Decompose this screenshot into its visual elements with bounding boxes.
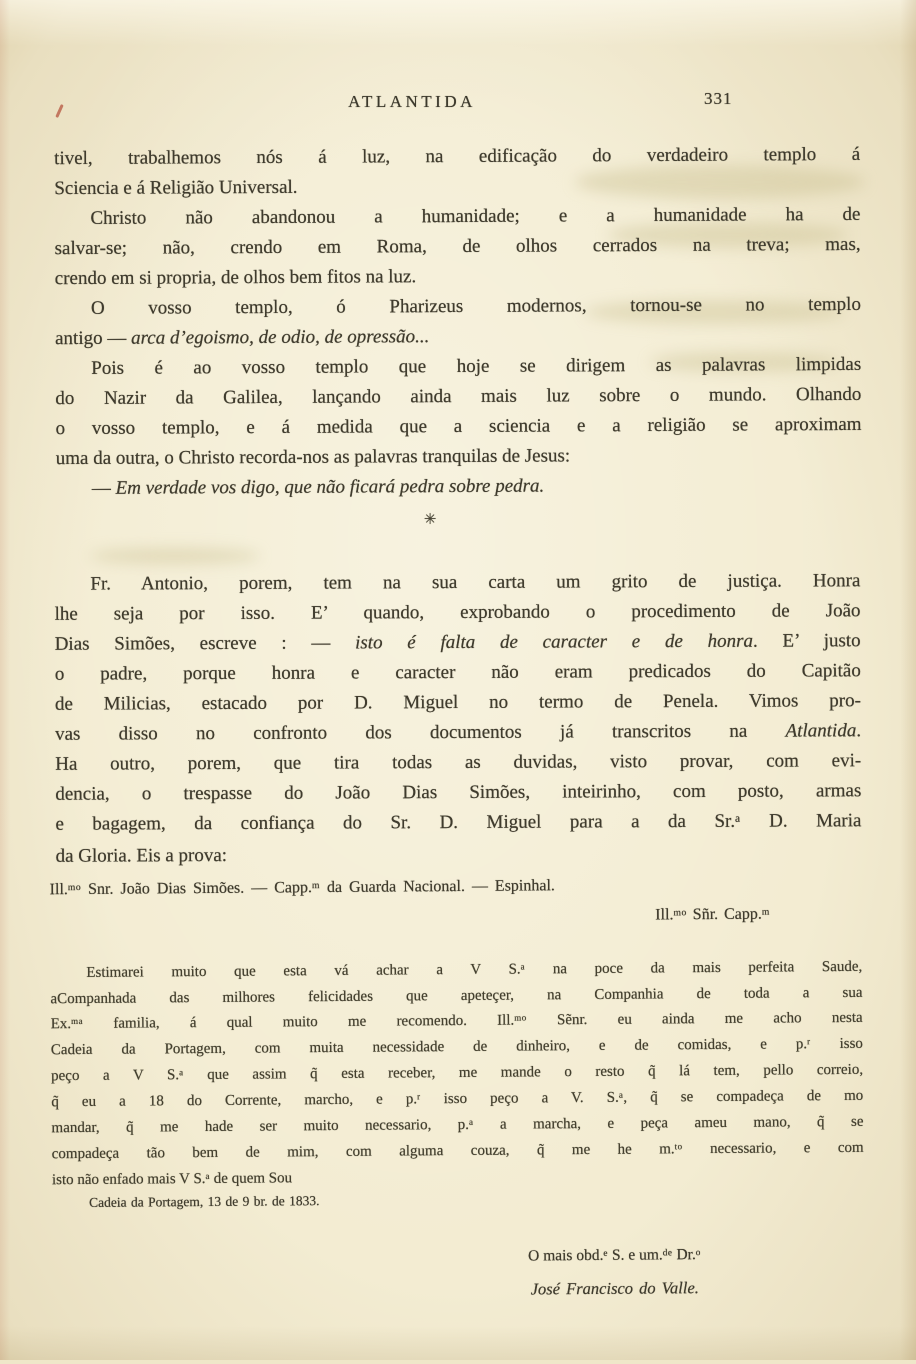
- text-segment: a: [735, 812, 741, 825]
- text-segment: to: [674, 1141, 683, 1152]
- text-segment: o vosso templo, e á medida que a sciencia e a religião se aproximam: [55, 413, 862, 440]
- text-segment: r: [807, 1036, 811, 1047]
- text-segment: a: [468, 1116, 474, 1127]
- text-segment: uma da outra, o Christo recorda-nos as palavras tranquilas de Jesus:: [55, 445, 571, 470]
- text-segment: Sciencia e á Religião Universal.: [54, 176, 298, 200]
- text-segment: que assim q̃ esta receber, me mande o resto q̃ lá tem, pello correio,: [183, 1061, 864, 1084]
- text-segment: da Guarda Nacional. — Espinhal.: [319, 877, 555, 897]
- text-segment: , q̃ se compadeça de mo: [623, 1087, 864, 1106]
- text-segment: m: [761, 906, 770, 918]
- text-segment: mo: [673, 906, 687, 919]
- text-segment: a: [618, 1089, 624, 1100]
- text-segment: Ex.: [50, 1016, 72, 1033]
- text-segment: de: [662, 1248, 673, 1259]
- running-title: ATLANTIDA: [348, 92, 476, 111]
- text-line: [50, 875, 862, 899]
- text-segment: tivel, trabalhemos nós á luz, na edificação do verdadeiro templo á: [54, 143, 861, 170]
- page-number: 331: [704, 89, 733, 108]
- text-line: [434, 1245, 794, 1266]
- text-segment: aCompanhada das milhores felicidades que apeteçer, na Companhia de toda a sua: [50, 984, 863, 1008]
- text-segment: salvar-se; não, crendo em Roma, de olhos cerrados na treva; mas,: [54, 233, 861, 260]
- text-segment: Fr. Antonio, porem, tem na sua carta um grito de justiça. Honra: [90, 570, 861, 595]
- text-segment: ma: [71, 1015, 84, 1027]
- text-segment: S. e um.: [608, 1246, 663, 1264]
- text-segment: isso peço a V. S.: [420, 1089, 619, 1108]
- text-segment: e bagagem, da confiança do Sr. D. Miguel para a da Sr.: [55, 810, 736, 835]
- text-segment: crendo em si propria, de olhos bem fitos na luz.: [54, 266, 417, 290]
- text-segment: na poce da mais perfeita Saude,: [525, 958, 863, 978]
- text-line: [52, 1162, 864, 1194]
- text-segment: dencia, o trespasse do João Dias Simões, inteirinho, com posto, armas: [55, 780, 862, 805]
- text-segment: lhe seja por isso. E’ quando, exprobando o procedimento de João: [54, 600, 861, 625]
- text-segment: Ha outro, porem, que tira todas as duvidas, visto provar, com evi-: [55, 750, 862, 775]
- text-segment: Sẽnr. eu ainda me acho nesta: [526, 1009, 863, 1029]
- text-segment: Estimarei muito que esta vá achar a V S.: [86, 961, 521, 981]
- text-segment: O mais obd.: [528, 1246, 604, 1265]
- text-segment: Dias Simões, escreve : —: [54, 632, 356, 655]
- letter-closing-block: [434, 1245, 794, 1300]
- text-segment: Ill.: [655, 906, 674, 924]
- text-segment: a: [179, 1067, 184, 1078]
- text-segment: antigo —: [55, 327, 132, 350]
- text-segment: compadeça tão bem de mim, com alguma couza, q̃ me he m.: [51, 1141, 675, 1163]
- text-segment: e: [603, 1248, 609, 1259]
- text-segment: .: [856, 720, 862, 742]
- text-segment: mo: [67, 881, 82, 893]
- text-segment: q̃ eu a 18 do Corrente, marcho, e p.: [51, 1091, 418, 1111]
- text-segment: Cadeia da Portagem, com muita necessidade de dinheiro, e de comidas, e p.: [50, 1036, 808, 1059]
- text-segment: Ill.: [49, 881, 68, 899]
- text-segment: de quem Sou: [209, 1170, 293, 1187]
- letter-closing-line: [434, 1245, 794, 1266]
- text-segment: Christo não abandonou a humanidade; e a humanidade ha de: [90, 203, 861, 229]
- text-segment: r: [417, 1091, 421, 1102]
- text-segment: da Gloria. Eis a prova:: [55, 845, 228, 867]
- paragraph: [50, 955, 864, 1194]
- text-segment: Sñr. Capp.: [686, 905, 762, 924]
- text-segment: Pois é ao vosso templo que hoje se dirigem as palavras limpidas: [91, 353, 862, 379]
- text-segment: m: [311, 879, 320, 891]
- text-line: [50, 906, 770, 930]
- text-segment: Em verdade vos digo, que não ficará pedra sobre pedra.: [115, 475, 545, 499]
- text-segment: —: [91, 477, 116, 499]
- text-segment: arca d’egoismo, de odio, de opressão...: [131, 326, 430, 349]
- text-segment: Atlantida: [785, 720, 857, 742]
- text-segment: vas disso no confronto dos documentos já transcritos na: [55, 720, 786, 745]
- letter-salutation-line: [50, 905, 862, 929]
- text-segment: o padre, porque honra e caracter não eram predicados do Capitão: [54, 660, 861, 685]
- text-segment: Dr.: [672, 1246, 696, 1264]
- letter-dateline: Cadeia da Portagem, 13 de 9 br. de 1833.: [89, 1193, 320, 1210]
- text-segment: O vosso templo, ó Pharizeus modernos, tornou-se no templo: [90, 293, 861, 319]
- text-segment: a: [520, 961, 526, 972]
- text-segment: necessario, e com: [682, 1139, 864, 1158]
- text-segment: D. Maria: [740, 810, 862, 832]
- text-segment: o: [695, 1247, 701, 1258]
- text-segment: familia, á qual muito me recomendo. Ill.: [83, 1012, 515, 1032]
- letter-signature: José Francisco do Valle.: [530, 1278, 699, 1299]
- text-segment: isto não enfado mais V S.: [51, 1170, 206, 1189]
- text-segment: . E’ justo: [752, 630, 861, 652]
- text-segment: a marcha, e peça ameu mano, q̃ se: [473, 1113, 864, 1133]
- letter-body: [50, 955, 864, 1194]
- text-segment: peço a V S.: [51, 1067, 180, 1085]
- text-segment: isto é falta de caracter e de honra: [355, 630, 754, 654]
- section-divider-mark: ✳: [423, 510, 437, 528]
- text-segment: do Nazir da Galilea, lançando ainda mais luz sobre o mundo. Olhando: [55, 383, 862, 410]
- text-segment: mandar, q̃ me hade ser muito necessario, p.: [51, 1116, 470, 1137]
- text-segment: de Milicias, estacado por D. Miguel no termo de Penela. Vimos pro-: [54, 690, 861, 715]
- text-segment: mo: [514, 1012, 527, 1023]
- text-segment: Snr. João Dias Simões. — Capp.: [81, 879, 313, 898]
- letter-address-line: [50, 875, 862, 899]
- text-segment: a: [205, 1170, 211, 1181]
- text-segment: isso: [810, 1035, 863, 1053]
